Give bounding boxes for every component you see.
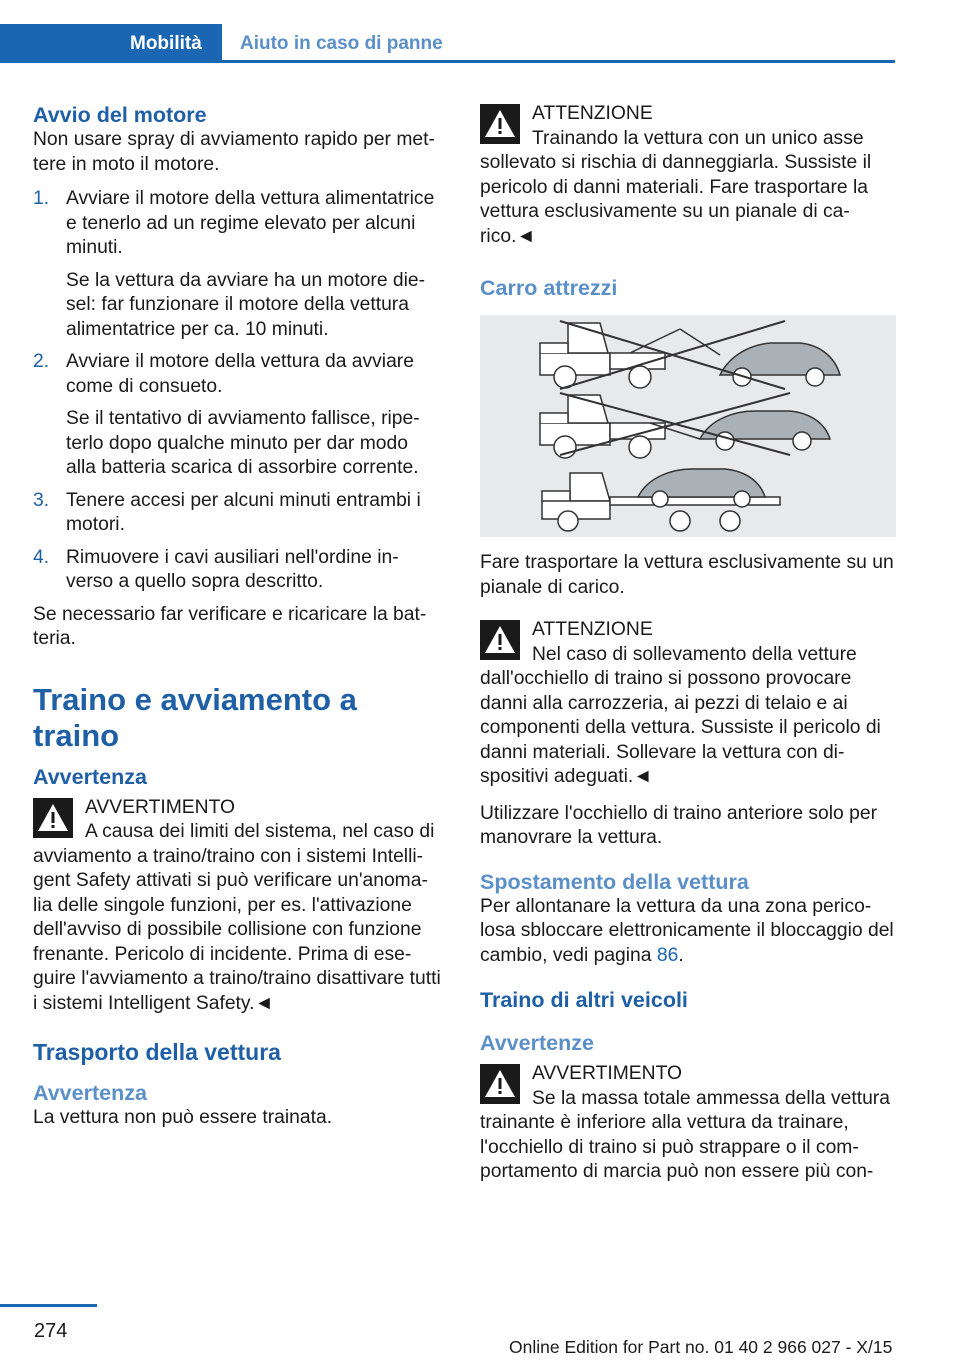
step-item [33,546,443,595]
footer-edition: Online Edition for Part no. 01 40 2 966 027 - X/15 [509,1337,893,1357]
step-number: 4. [33,546,50,568]
warning-block [480,1062,896,1185]
carro-heading: Carro attrezzi [480,276,618,300]
avvertenza2-heading: Avvertenza [33,1081,147,1105]
warning-triangle-icon [480,104,520,144]
page-number: 274 [34,1320,68,1342]
warning-block [33,796,443,1017]
warning-triangle-icon [480,620,520,660]
step-item [33,187,443,342]
step-text: Tenere accesi per alcuni minuti entrambi i motori. [66,489,421,535]
left-column [33,102,443,1141]
step-text: Avviare il motore della vettura da avviare come di consueto. [66,351,414,397]
altri-heading: Traino di altri veicoli [480,988,688,1012]
warning-label: ATTENZIONE [532,103,653,124]
occhiello-text: Utilizzare l'occhiello di traino anteriore solo per manovrare la vettura. [480,802,877,848]
avvio-intro: Non usare spray di avviamento rapido per met‐tere in moto il motore. [33,129,435,175]
step-item [33,350,443,481]
avvio-heading: Avvio del motore [33,103,207,127]
right-column [480,102,896,1197]
step-item [33,489,443,538]
spostamento-heading: Spostamento della vettura [480,869,749,894]
trasporto-text: La vettura non può essere trainata. [33,1107,333,1128]
verify-text: Se necessario far verificare e ricaricare la bat‐teria. [33,603,427,649]
warning-block [480,102,896,249]
warning-label: AVVERTIMENTO [85,796,235,818]
carro-caption: Fare trasportare la vettura esclusivamente su un pianale di carico. [480,552,894,598]
avvertenza-heading: Avvertenza [33,764,147,789]
tow-truck-diagram [480,315,896,537]
tow-truck-1 [540,323,720,388]
avvertenze-heading: Avvertenze [480,1031,594,1055]
step-number: 3. [33,489,50,511]
step-text: Rimuovere i cavi ausiliari nell'ordine in‐verso a quello sopra descritto. [66,546,399,592]
warning-triangle-icon [480,1064,520,1104]
warning-text: A causa dei limiti del sistema, nel caso di avviamento a traino/traino con i sistemi Intelli‐gent Safety attivati si può verificare un'anoma‐lia delle singole funzioni, per es. l'attivazione dell'avviso di possibile collisione con funzione frenante. Pericolo di incidente. Prima di ese‐guire l'avviamento a traino/traino disattivare tutti i sistemi Intelligent Safety.◄ [33,821,441,1014]
traino-heading: Traino e avviamento a traino [33,681,357,753]
warning-text: Se la massa totale ammessa della vettura trainante è inferiore alla vettura da trainare, l'occhiello di traino si può strappare o il com‐portamento di marcia può non essere più con‐ [480,1087,890,1182]
spostamento-text-b: . [678,944,684,966]
step-number: 2. [33,351,50,372]
step-number: 1. [33,188,50,209]
step-text: Avviare il motore della vettura alimentatrice e tenerlo ad un regime elevato per alcuni minuti. [66,188,435,258]
warning-block [480,618,896,790]
warning-text: Trainando la vettura con un unico asse sollevato si rischia di danneggiarla. Sussiste il pericolo di danni materiali. Fare trasportare la vettura esclusivamente su un pianale di ca‐rico.◄ [480,127,872,247]
warning-text: Nel caso di sollevamento della vetture dall'occhiello di traino si possono provocare danni alla carrozzeria, ai pezzi di telaio e ai componenti della vettura. Sussiste il pericolo di danni materiali. Sollevare la vettura con di‐spositivi adeguati.◄ [480,643,881,787]
tow-truck-2 [540,395,700,458]
tow-truck-illustration [480,315,896,537]
step-subtext: Se la vettura da avviare ha un motore die‐sel: far funzionare il motore della vettura alimentatrice per ca. 10 minuti. [66,269,426,340]
spostamento-text-a: Per allontanare la vettura da una zona perico‐losa sbloccare elettronicamente il bloccaggio del cambio, vedi pagina [480,895,894,966]
page-link[interactable]: 86 [656,944,679,966]
step-subtext: Se il tentativo di avviamento fallisce, ripe‐terlo dopo qualche minuto per dar modo alla batteria scarica di assorbire corrente. [66,408,420,478]
header-tab-mobilita[interactable]: Mobilità [130,33,202,54]
steps-list [33,187,443,595]
header-rule [0,60,895,63]
trasporto-heading: Trasporto della vettura [33,1039,281,1065]
car-2 [700,411,830,450]
footer-rule [0,1304,97,1307]
spostamento-text [480,895,896,969]
warning-label: AVVERTIMENTO [532,1063,682,1084]
warning-triangle-icon [33,798,73,838]
car-1 [720,343,840,386]
warning-label: ATTENZIONE [532,619,653,640]
header-tab-aiuto[interactable]: Aiuto in caso di panne [240,33,443,54]
